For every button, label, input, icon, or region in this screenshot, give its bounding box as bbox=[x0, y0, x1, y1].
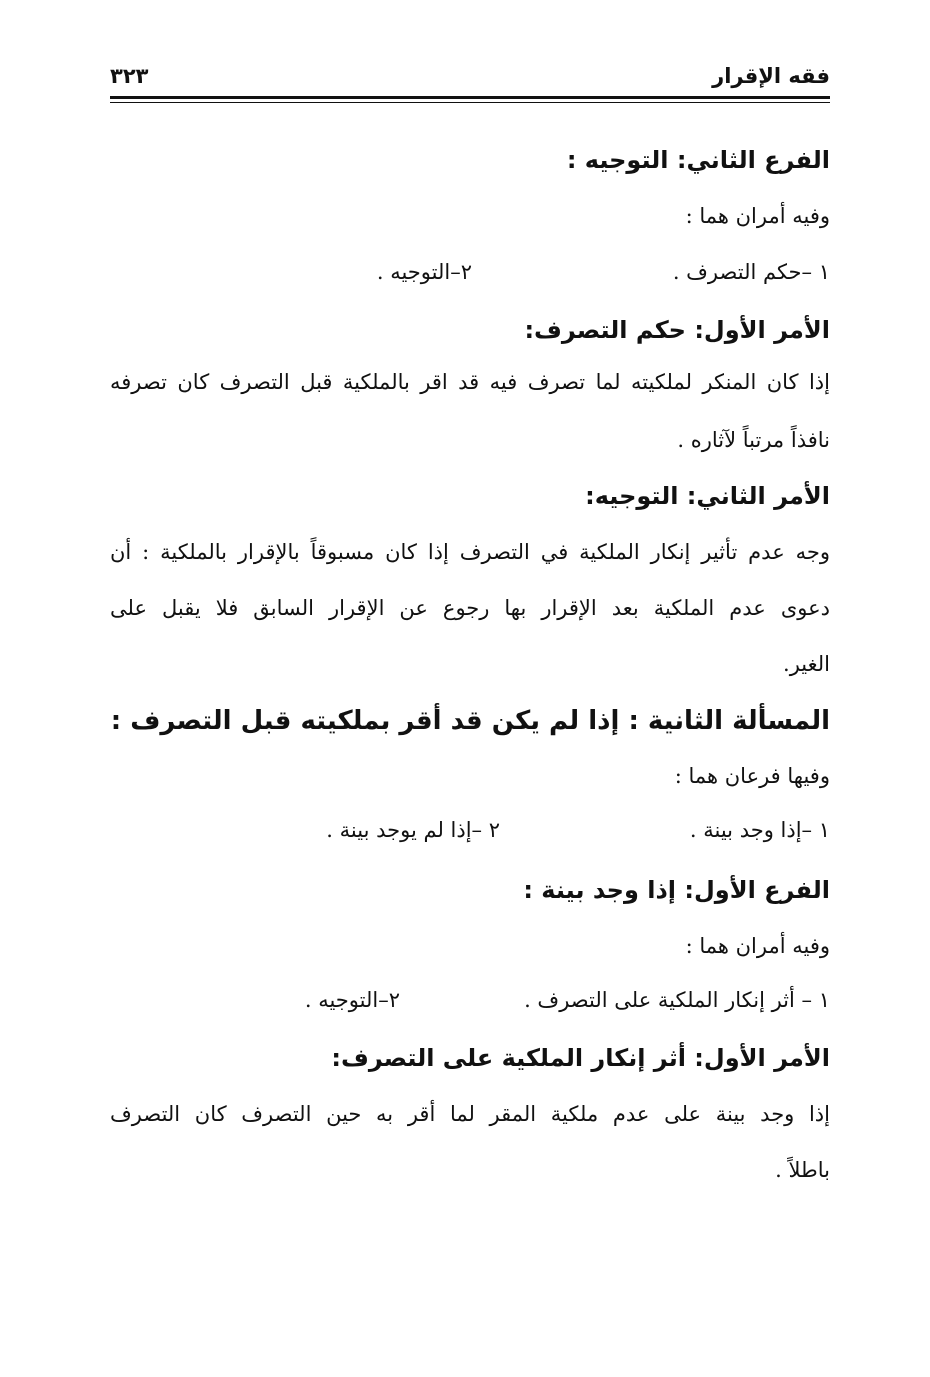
paragraph-line: إذا وجد بينة على عدم ملكية المقر لما أقر به حين التصرف كان التصرف bbox=[110, 1102, 830, 1126]
paragraph-line: وجه عدم تأثير إنكار الملكية في التصرف إذا كان مسبوقاً بالإقرار بالملكية : أن bbox=[110, 540, 830, 564]
intro-line: وفيه أمران هما : bbox=[685, 934, 830, 958]
paragraph-line: إذا كان المنكر لملكيته لما تصرف فيه قد اقر بالملكية قبل التصرف كان تصرفه bbox=[110, 370, 830, 394]
branch-heading-1: الفرع الأول: إذا وجد بينة : bbox=[523, 876, 830, 904]
paragraph-line-end: الغير. bbox=[783, 652, 830, 676]
header-rule-thick bbox=[110, 96, 830, 99]
list-item-2: ٢ –إذا لم يوجد بينة . bbox=[326, 818, 500, 842]
intro-line: وفيها فرعان هما : bbox=[674, 764, 830, 788]
list-item-1: ١ –إذا وجد بينة . bbox=[689, 818, 830, 842]
subheading-effect: الأمر الأول: أثر إنكار الملكية على التصرف: bbox=[331, 1044, 830, 1072]
branch-heading-2: الفرع الثاني: التوجيه : bbox=[566, 146, 830, 174]
running-header bbox=[110, 60, 830, 94]
issue-heading-2: المسألة الثانية : إذا لم يكن قد أقر بملكيته قبل التصرف : bbox=[110, 706, 830, 736]
paragraph-line: دعوى عدم الملكية بعد الإقرار بها رجوع عن الإقرار السابق فلا يقبل على bbox=[110, 596, 830, 620]
list-item-1: ١ – أثر إنكار الملكية على التصرف . bbox=[524, 988, 830, 1012]
header-rule-thin bbox=[110, 102, 830, 103]
list-item-2: ٢–التوجيه . bbox=[376, 260, 472, 284]
page-number: ٣٢٣ bbox=[110, 64, 149, 88]
subheading-ruling: الأمر الأول: حكم التصرف: bbox=[524, 316, 830, 344]
list-item-1: ١ –حكم التصرف . bbox=[672, 260, 830, 284]
paragraph-line-end: نافذاً مرتباً لآثاره . bbox=[677, 428, 830, 452]
list-item-2: ٢–التوجيه . bbox=[304, 988, 400, 1012]
intro-line: وفيه أمران هما : bbox=[685, 204, 830, 228]
book-title: فقه الإقرار bbox=[712, 64, 830, 88]
paragraph-line-end: باطلاً . bbox=[775, 1158, 830, 1182]
subheading-justification: الأمر الثاني: التوجيه: bbox=[585, 482, 830, 510]
